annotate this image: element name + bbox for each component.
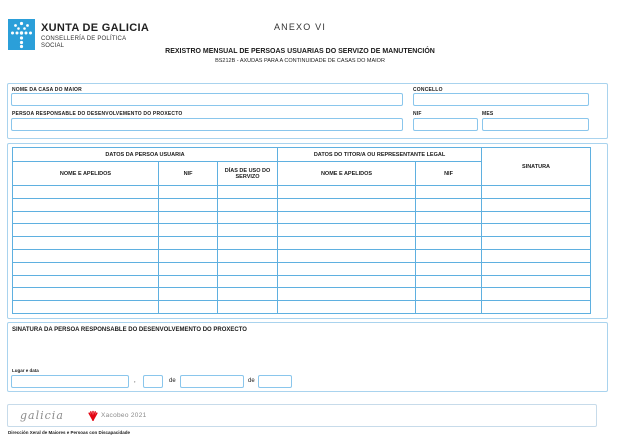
table-cell [278, 186, 416, 199]
table-cell [218, 262, 278, 275]
table-cell [218, 275, 278, 288]
table-cell [159, 275, 218, 288]
table-cell [159, 224, 218, 237]
concello-input[interactable] [413, 93, 589, 106]
concello-label: CONCELLO [413, 87, 443, 93]
table-cell [278, 224, 416, 237]
signature-title: SINATURA DA PERSOA RESPONSABLE DO DESENVOLVEMENTO DO PROXECTO [12, 327, 247, 333]
table-cell [218, 186, 278, 199]
table-cell [278, 288, 416, 301]
xacobeo-logo [88, 410, 147, 421]
col-header-nome-usuaria: NOME E APELIDOS [13, 162, 159, 186]
mes-label: MES [482, 111, 494, 117]
table-row [13, 262, 591, 275]
identification-section [7, 83, 608, 139]
table-cell [482, 262, 591, 275]
de-separator-2: de [248, 378, 255, 384]
table-cell [278, 301, 416, 314]
table-cell [13, 262, 159, 275]
table-row [13, 275, 591, 288]
de-separator-1: de [169, 378, 176, 384]
usuarios-table [12, 147, 591, 314]
table-cell [159, 288, 218, 301]
doc-subtitle: BS212B - AXUDAS PARA A CONTINUIDADE DE CASAS DO MAIOR [215, 58, 385, 64]
table-body [13, 186, 591, 314]
table-cell [482, 249, 591, 262]
table-cell [278, 249, 416, 262]
table-cell [416, 211, 482, 224]
table-cell [278, 275, 416, 288]
group-header-persoa-usuaria: DATOS DA PERSOA USUARIA [13, 148, 278, 162]
doc-title: REXISTRO MENSUAL DE PERSOAS USUARIAS DO SERVIZO DE MANUTENCIÓN [165, 48, 435, 55]
table-cell [416, 288, 482, 301]
nome-casa-label: NOME DA CASA DO MAIOR [12, 87, 82, 93]
col-header-nome-titor: NOME E APELIDOS [278, 162, 416, 186]
table-row [13, 211, 591, 224]
col-header-nif-titor: NIF [416, 162, 482, 186]
table-cell [218, 198, 278, 211]
table-cell [416, 237, 482, 250]
table-row [13, 301, 591, 314]
register-table-section [7, 143, 608, 319]
table-cell [416, 262, 482, 275]
nome-casa-input[interactable] [11, 93, 403, 106]
footer-logos-bar [7, 404, 597, 427]
table-row [13, 249, 591, 262]
table-cell [218, 224, 278, 237]
table-cell [13, 198, 159, 211]
table-cell [278, 211, 416, 224]
table-cell [482, 237, 591, 250]
table-cell [278, 262, 416, 275]
table-row [13, 237, 591, 250]
table-cell [159, 262, 218, 275]
mes-input[interactable] [482, 118, 589, 131]
table-cell [13, 275, 159, 288]
table-cell [159, 301, 218, 314]
table-cell [482, 288, 591, 301]
col-header-dias-uso: DÍAS DE USO DO SERVIZO [218, 162, 278, 186]
table-cell [218, 249, 278, 262]
table-cell [482, 198, 591, 211]
table-cell [482, 301, 591, 314]
table-cell [482, 186, 591, 199]
persoa-responsable-label: PERSOA RESPONSABLE DO DESENVOLVEMENTO DO PROXECTO [12, 111, 183, 117]
table-row [13, 198, 591, 211]
table-cell [13, 249, 159, 262]
org-name: XUNTA DE GALICIA [41, 22, 150, 34]
year-input[interactable] [258, 375, 292, 388]
table-cell [13, 224, 159, 237]
dept-line1: CONSELLERÍA DE POLÍTICA [41, 36, 127, 42]
group-header-titor: DATOS DO TITOR/A OU REPRESENTANTE LEGAL [278, 148, 482, 162]
signature-section [7, 322, 608, 392]
lugar-e-data-label: Lugar e data [12, 368, 39, 373]
nif-label: NIF [413, 111, 422, 117]
table-cell [416, 301, 482, 314]
table-cell [159, 237, 218, 250]
annex-label: ANEXO VI [273, 22, 327, 32]
table-cell [218, 237, 278, 250]
table-cell [159, 249, 218, 262]
col-header-nif-usuaria: NIF [159, 162, 218, 186]
persoa-responsable-input[interactable] [11, 118, 403, 131]
table-cell [416, 198, 482, 211]
galicia-logo: galicia [20, 409, 64, 422]
table-cell [482, 224, 591, 237]
table-cell [159, 198, 218, 211]
lugar-input[interactable] [11, 375, 129, 388]
month-input[interactable] [180, 375, 244, 388]
table-cell [416, 275, 482, 288]
direction-xeral-label: Dirección Xeral de Maiores e Persoas con Discapacidade [8, 430, 131, 435]
xacobeo-shell-icon [88, 410, 98, 421]
table-cell [416, 186, 482, 199]
table-cell [218, 288, 278, 301]
col-header-sinatura: SINATURA [482, 148, 591, 186]
table-cell [482, 275, 591, 288]
table-cell [13, 237, 159, 250]
table-cell [13, 186, 159, 199]
table-cell [278, 198, 416, 211]
comma-separator: , [134, 378, 136, 384]
table-cell [13, 211, 159, 224]
nif-input[interactable] [413, 118, 478, 131]
table-cell [159, 186, 218, 199]
table-cell [416, 249, 482, 262]
table-cell [278, 237, 416, 250]
table-row [13, 186, 591, 199]
dept-line2: SOCIAL [41, 43, 65, 49]
xacobeo-label: Xacobeo 2021 [101, 412, 147, 419]
table-cell [159, 211, 218, 224]
table-row [13, 224, 591, 237]
table-cell [482, 211, 591, 224]
table-cell [13, 301, 159, 314]
table-row [13, 288, 591, 301]
table-cell [218, 211, 278, 224]
day-input[interactable] [143, 375, 163, 388]
table-cell [13, 288, 159, 301]
table-cell [218, 301, 278, 314]
table-cell [416, 224, 482, 237]
